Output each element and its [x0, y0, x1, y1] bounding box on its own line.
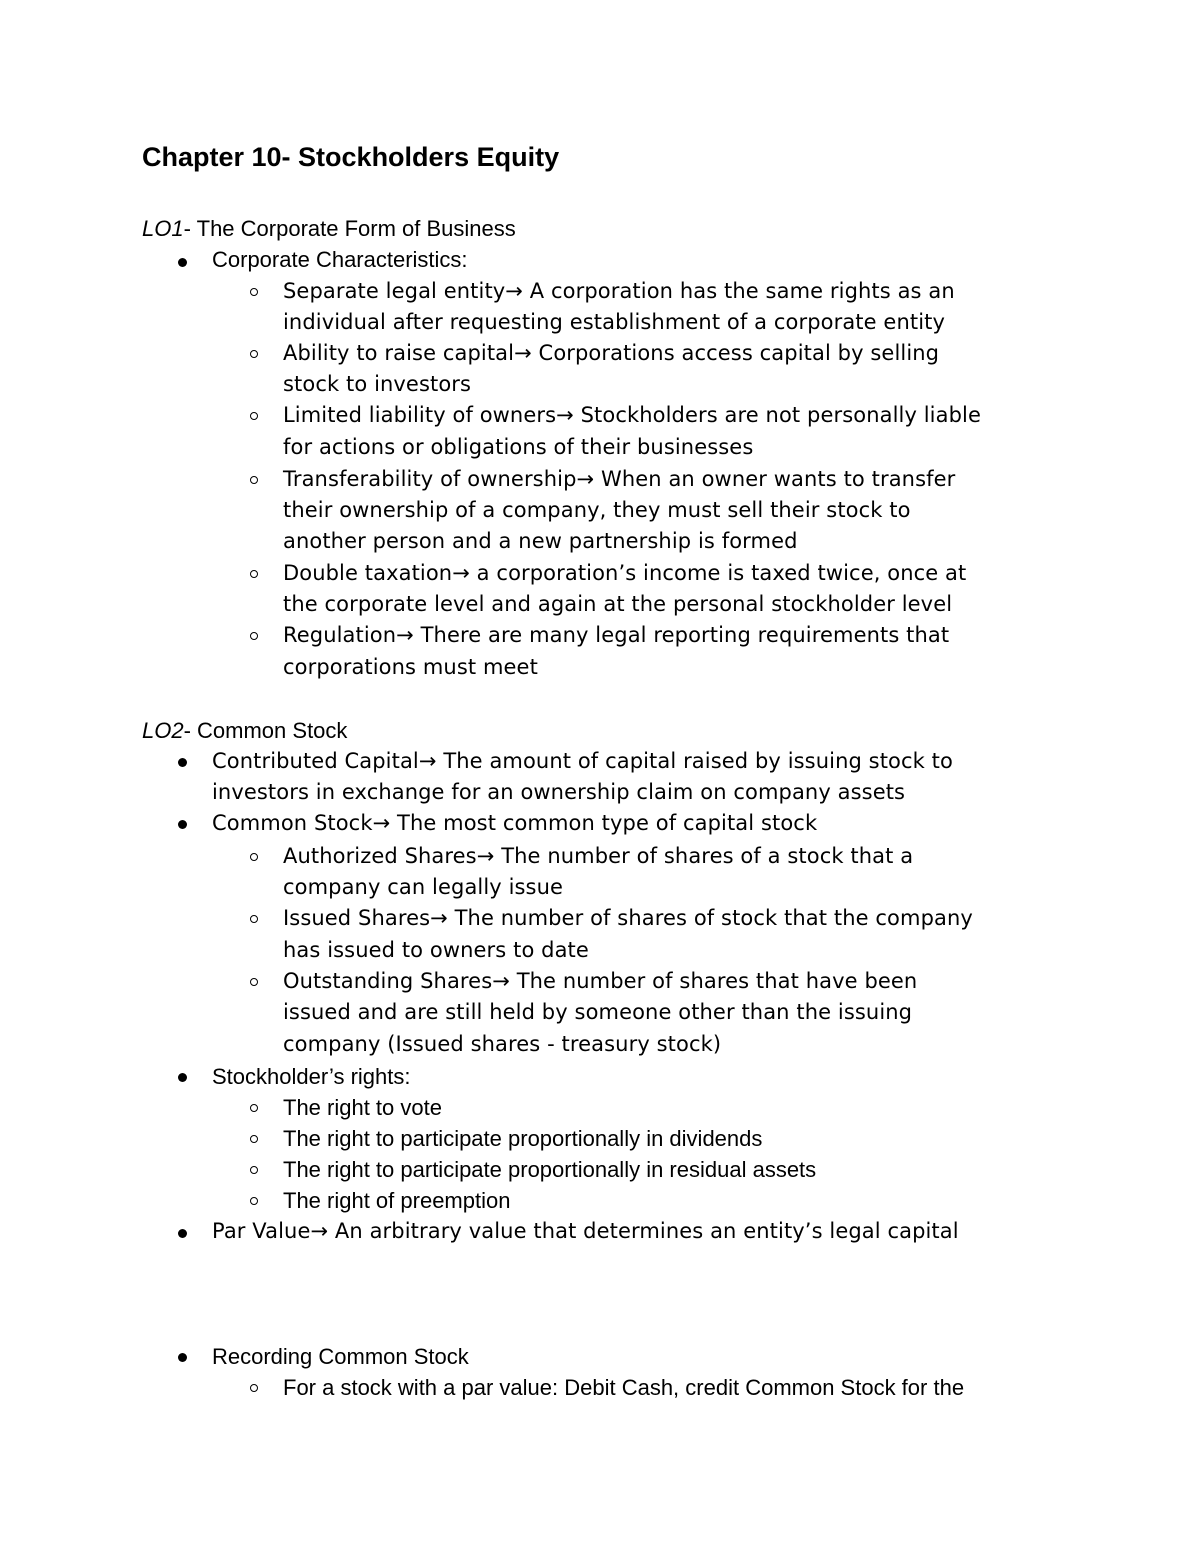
right-item: The right to vote [283, 1095, 442, 1120]
characteristic-line: Separate legal entity→ A corporation has the same rights as an [283, 279, 955, 303]
characteristic-line: their ownership of a company, they must sell their stock to [283, 498, 911, 522]
recording-label: Recording Common Stock [212, 1344, 469, 1369]
right-item: The right of preemption [283, 1188, 511, 1213]
lo2-heading [142, 715, 347, 746]
bullet-icon [178, 1229, 187, 1238]
characteristic-line: corporations must meet [283, 655, 538, 679]
share-type-line: has issued to owners to date [283, 938, 589, 962]
circle-bullet-icon [250, 915, 258, 923]
share-type-line: Issued Shares→ The number of shares of stock that the company [283, 906, 973, 930]
characteristic-line: individual after requesting establishment of a corporate entity [283, 310, 945, 334]
bullet-icon [178, 820, 187, 829]
contributed-capital-line: Contributed Capital→ The amount of capital raised by issuing stock to [212, 749, 953, 773]
rights-label: Stockholder’s rights: [212, 1064, 411, 1089]
share-type-line: company can legally issue [283, 875, 564, 899]
share-type-line: Authorized Shares→ The number of shares of a stock that a [283, 844, 914, 868]
share-type-line: Outstanding Shares→ The number of shares that have been [283, 969, 918, 993]
circle-bullet-icon [250, 853, 258, 861]
characteristic-line: Limited liability of owners→ Stockholders are not personally liable [283, 403, 981, 427]
characteristic-line: Ability to raise capital→ Corporations access capital by selling [283, 341, 940, 365]
bullet-icon [178, 1073, 187, 1082]
share-type-line: company (Issued shares - treasury stock) [283, 1032, 722, 1056]
characteristic-line: stock to investors [283, 372, 472, 396]
bullet-icon [178, 1353, 187, 1362]
characteristic-line: for actions or obligations of their businesses [283, 435, 754, 459]
page-title: Chapter 10- Stockholders Equity [142, 142, 560, 172]
characteristic-line: another person and a new partnership is formed [283, 529, 798, 553]
recording-item: For a stock with a par value: Debit Cash, credit Common Stock for the [283, 1375, 965, 1400]
lo2-heading-text: - Common Stock [183, 718, 348, 743]
circle-bullet-icon [250, 978, 258, 986]
circle-bullet-icon [250, 632, 258, 640]
circle-bullet-icon [250, 350, 258, 358]
circle-bullet-icon [250, 570, 258, 578]
right-item: The right to participate proportionally in residual assets [283, 1157, 817, 1182]
characteristic-line: Regulation→ There are many legal reporting requirements that [283, 623, 950, 647]
lo1-code: LO1 [142, 216, 184, 241]
circle-bullet-icon [250, 288, 258, 296]
bullet-icon [178, 258, 187, 267]
contributed-capital-line: investors in exchange for an ownership claim on company assets [212, 780, 906, 804]
lo2-code: LO2 [142, 718, 184, 743]
par-value-line: Par Value→ An arbitrary value that determines an entity’s legal capital [212, 1219, 959, 1243]
circle-bullet-icon [250, 1166, 258, 1174]
characteristic-line: Transferability of ownership→ When an owner wants to transfer [283, 467, 956, 491]
circle-bullet-icon [250, 412, 258, 420]
characteristic-line: the corporate level and again at the personal stockholder level [283, 592, 953, 616]
lo1-heading-text: - The Corporate Form of Business [183, 216, 516, 241]
right-item: The right to participate proportionally in dividends [283, 1126, 763, 1151]
common-stock-line: Common Stock→ The most common type of capital stock [212, 811, 818, 835]
circle-bullet-icon [250, 1197, 258, 1205]
share-type-line: issued and are still held by someone other than the issuing [283, 1000, 913, 1024]
circle-bullet-icon [250, 1384, 258, 1392]
bullet-icon [178, 758, 187, 767]
characteristic-line: Double taxation→ a corporation’s income is taxed twice, once at [283, 561, 967, 585]
circle-bullet-icon [250, 1104, 258, 1112]
lo1-heading [142, 213, 516, 244]
circle-bullet-icon [250, 476, 258, 484]
characteristics-label: Corporate Characteristics: [212, 247, 468, 272]
circle-bullet-icon [250, 1135, 258, 1143]
